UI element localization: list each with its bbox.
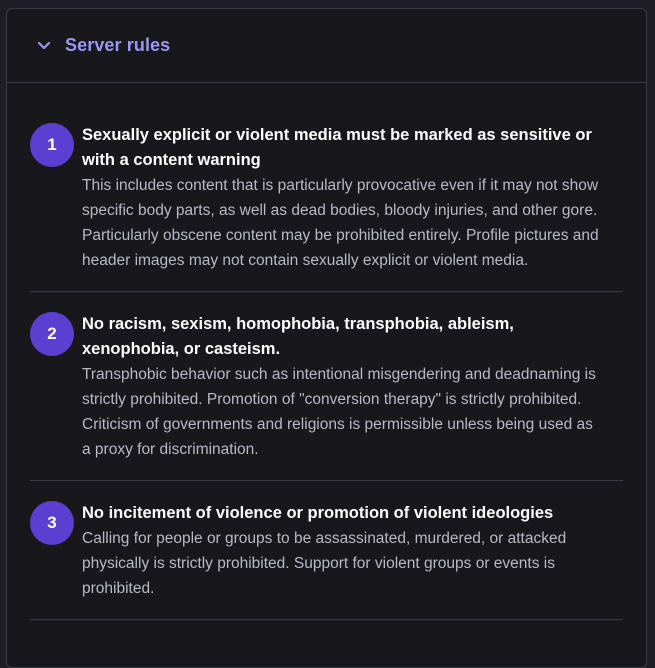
server-rules-toggle[interactable] bbox=[7, 9, 646, 83]
rule-text bbox=[82, 123, 623, 273]
rule-number-badge: 3 bbox=[30, 501, 74, 545]
rule-item bbox=[30, 117, 623, 292]
panel-title: Server rules bbox=[65, 35, 171, 55]
rule-text bbox=[82, 312, 623, 462]
rule-number-badge: 2 bbox=[30, 312, 74, 356]
rule-item bbox=[30, 292, 623, 481]
rule-title: Sexually explicit or violent media must be marked as sensitive or with a content warning bbox=[82, 126, 592, 169]
rule-description: Calling for people or groups to be assassinated, murdered, or attacked physically is strictly prohibited. Support for violent groups or events is prohibited. bbox=[82, 530, 567, 597]
rule-title: No racism, sexism, homophobia, transphobia, ableism, xenophobia, or casteism. bbox=[82, 315, 514, 358]
rule-text bbox=[82, 501, 623, 601]
rule-description: Transphobic behavior such as intentional misgendering and deadnaming is strictly prohibited. Promotion of "conversion therapy" is strictly prohibited. Criticism of governments and religions is permissible unless being used as a proxy for discrimination. bbox=[82, 366, 596, 458]
rule-title: No incitement of violence or promotion of violent ideologies bbox=[82, 504, 554, 522]
rule-number-badge: 1 bbox=[30, 123, 74, 167]
server-rules-panel bbox=[6, 8, 647, 668]
rule-description: This includes content that is particularly provocative even if it may not show specific body parts, as well as dead bodies, bloody injuries, and other gore. Particularly obscene content may be prohibited entirely. Profile pictures and header images may not contain sexually explicit or violent media. bbox=[82, 177, 599, 269]
rule-item bbox=[30, 481, 623, 620]
rules-list bbox=[7, 83, 646, 620]
chevron-down-icon bbox=[35, 37, 53, 55]
